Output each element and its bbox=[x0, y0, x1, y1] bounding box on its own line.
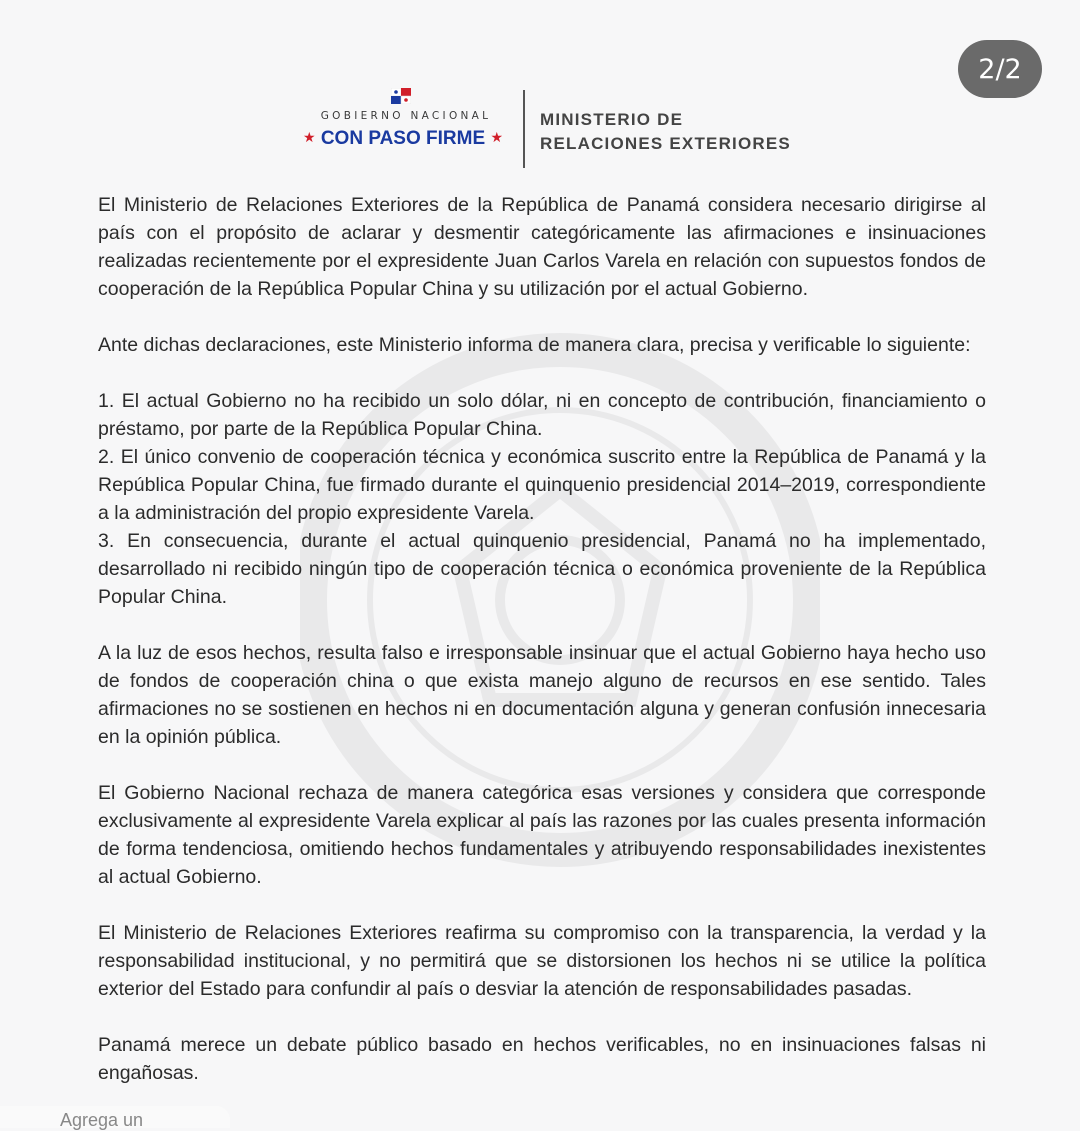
ministry-title-line2: RELACIONES EXTERIORES bbox=[540, 134, 791, 153]
header-divider bbox=[523, 90, 525, 168]
slogan-text: CON PASO FIRME bbox=[320, 128, 486, 149]
paragraph-intro: El Ministerio de Relaciones Exteriores de la República de Panamá considera necesario dirigirse al país con el propósito de aclarar y desmentir categóricamente las afirmaciones e insinuaciones realizadas recientemente por el expresidente Juan Carlos Varela en relación con supuestos fondos de cooperación de la República Popular China y su utilización por el actual Gobierno. bbox=[98, 194, 986, 300]
paragraph-closing: Panamá merece un debate público basado en hechos verificables, no en insinuaciones falsas ni engañosas. bbox=[98, 1034, 986, 1084]
paragraph-facts: A la luz de esos hechos, resulta falso e irresponsable insinuar que el actual Gobierno haya hecho uso de fondos de cooperación china o que exista manejo alguno de recursos en ese sentido. Tales afirmaciones no se sostienen en hechos ni en documentación alguna y generan confusión innecesaria en la opinión pública. bbox=[98, 642, 986, 748]
star-icon: ★ bbox=[490, 129, 503, 145]
add-caption-overlay[interactable] bbox=[0, 1106, 230, 1128]
star-icon: ★ bbox=[302, 129, 316, 145]
government-slogan bbox=[290, 128, 516, 150]
list-item-1: 1. El actual Gobierno no ha recibido un solo dólar, ni en concepto de contribución, financiamiento o préstamo, por parte de la República Popular China. bbox=[98, 390, 986, 440]
list-item-2: 2. El único convenio de cooperación técnica y económica suscrito entre la República de Panamá y la República Popular China, fue firmado durante el quinquenio presidencial 2014–2019, correspondiente a la administración del propio expresidente Varela. bbox=[98, 446, 986, 524]
list-item-3: 3. En consecuencia, durante el actual quinquenio presidencial, Panamá no ha implementado, desarrollado ni recibido ningún tipo de cooperación técnica o económica proveniente de la República Popular China. bbox=[98, 530, 986, 608]
paragraph-commitment: El Ministerio de Relaciones Exteriores reafirma su compromiso con la transparencia, la verdad y la responsabilidad institucional, y no permitirá que se distorsionen los hechos ni se utilice la política exterior del Estado para confundir al país o desviar la atención de responsabilidades pasadas. bbox=[98, 922, 986, 1000]
letterhead bbox=[290, 82, 810, 170]
statement-body bbox=[98, 191, 986, 1087]
add-caption-text: Agrega un bbox=[60, 1110, 144, 1130]
panama-flag-icon bbox=[391, 88, 411, 104]
ministry-title-line1: MINISTERIO DE bbox=[540, 110, 684, 129]
paragraph-declarations: Ante dichas declaraciones, este Ministerio informa de manera clara, precisa y verificable lo siguiente: bbox=[98, 334, 971, 356]
paragraph-rejection: El Gobierno Nacional rechaza de manera categórica esas versiones y considera que corresponde exclusivamente al expresidente Varela explicar al país las razones por las cuales presenta información de forma tendenciosa, omitiendo hechos fundamentales y atribuyendo responsabilidades inexistentes al actual Gobierno. bbox=[98, 782, 986, 888]
government-label: GOBIERNO NACIONAL bbox=[320, 110, 492, 122]
page-counter-badge bbox=[958, 40, 1042, 98]
page-counter-text: 2/2 bbox=[978, 53, 1022, 85]
